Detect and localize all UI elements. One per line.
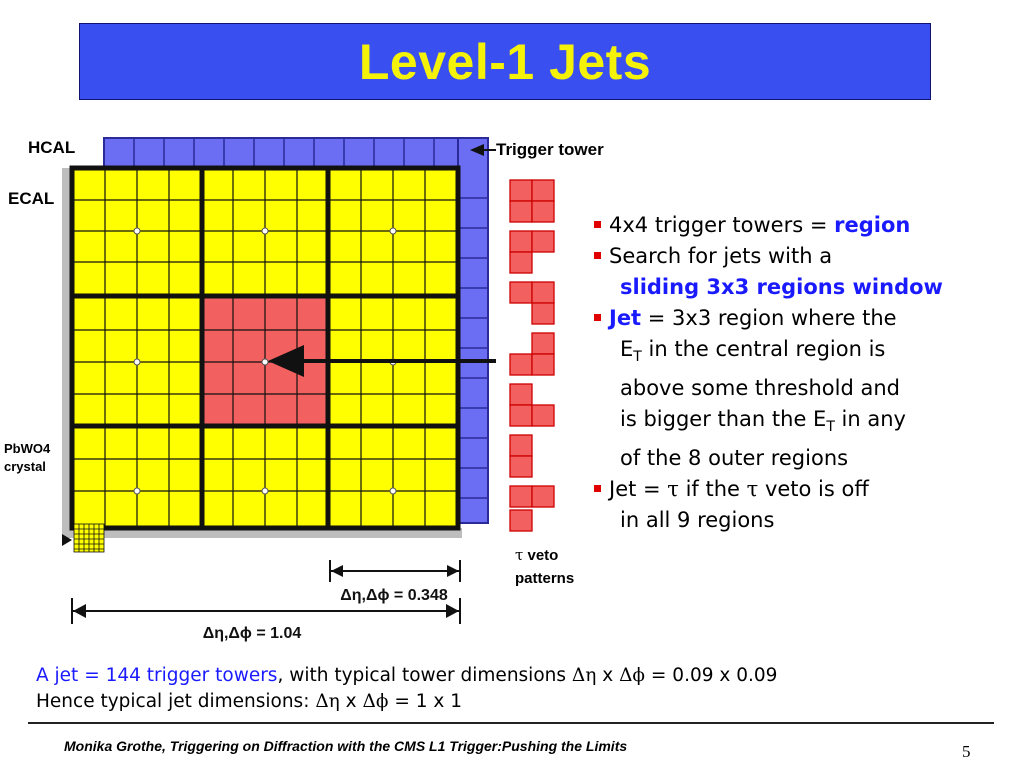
bullet-4-mid: if the (678, 477, 747, 501)
veto-patterns-label (515, 544, 574, 590)
tau-symbol: τ (667, 477, 679, 501)
bullet-marker-icon (594, 252, 601, 259)
footer-divider (28, 722, 994, 724)
times: x (339, 691, 363, 712)
bullet-3-line4-rest: in any (834, 407, 906, 431)
summary-line-2 (36, 689, 777, 715)
bullet-1-emphasis: region (834, 213, 911, 237)
bullet-2 (594, 241, 943, 272)
bullet-3-line2-text: in the central region is (641, 337, 886, 361)
summary-text (36, 663, 777, 715)
bullet-4 (594, 474, 943, 505)
bullet-2-text: Search for jets with a (609, 244, 833, 268)
crystal-label-line1: PbWO4 (4, 441, 51, 456)
bullet-4-end: veto is off (758, 477, 869, 501)
crystal-grid (74, 524, 104, 552)
hcal-right-column (458, 138, 488, 523)
summary-line2-text: Hence typical jet dimensions: (36, 691, 316, 712)
bullet-marker-icon (594, 314, 601, 321)
times: x (596, 665, 620, 686)
delta-eta: Δη (571, 665, 597, 686)
hcal-label: HCAL (28, 138, 76, 157)
bullet-marker-icon (594, 485, 601, 492)
delta-phi: Δϕ (619, 665, 646, 686)
et-subscript: T (826, 419, 835, 435)
crystal-label (4, 440, 50, 476)
dimension-outer (72, 598, 460, 642)
bullet-list (594, 210, 943, 536)
bullet-2-emphasis: sliding 3x3 regions window (620, 275, 943, 299)
summary-line-1 (36, 663, 777, 689)
ecal-label: ECAL (8, 189, 55, 208)
veto-label-line2: patterns (515, 570, 575, 587)
et-subscript: T (633, 349, 642, 365)
trigger-tower-label: Trigger tower (496, 140, 604, 159)
tau-veto-patterns (510, 180, 554, 531)
page-title: Level-1 Jets (358, 33, 652, 90)
bullet-3-line4 (594, 404, 943, 443)
bullet-3 (594, 303, 943, 334)
summary-highlight: A jet = 144 trigger towers (36, 665, 278, 686)
bullet-3-line3: above some threshold and (620, 376, 900, 400)
summary-line1-value: = 0.09 x 0.09 (645, 665, 778, 686)
bullet-marker-icon (594, 221, 601, 228)
bullet-4-line2: in all 9 regions (620, 508, 775, 532)
page-number: 5 (962, 742, 971, 761)
bullet-1 (594, 210, 943, 241)
bullet-3-line2 (594, 334, 943, 373)
bullet-3-text: = 3x3 region where the (641, 306, 897, 330)
footer-text: Monika Grothe, Triggering on Diffraction with the CMS L1 Trigger:Pushing the Limits (64, 738, 628, 754)
veto-tau-symbol: τ (515, 546, 524, 564)
dim-outer-label: Δη,Δϕ = 1.04 (202, 625, 302, 642)
hcal-top-row (104, 138, 487, 168)
summary-line2-value: = 1 x 1 (388, 691, 462, 712)
bullet-4-text: Jet = (609, 477, 668, 501)
dimension-inner (330, 560, 460, 604)
bullet-3-line5: of the 8 outer regions (620, 446, 849, 470)
delta-eta: Δη (315, 691, 340, 712)
crystal-label-line2: crystal (4, 459, 46, 474)
bullet-3-emphasis: Jet (609, 306, 642, 330)
bullet-1-text: 4x4 trigger towers = (609, 213, 835, 237)
et-symbol: E (620, 337, 634, 361)
delta-phi: Δϕ (362, 691, 389, 712)
tau-symbol: τ (746, 477, 759, 501)
bullet-2-line2 (594, 272, 943, 303)
veto-label-line1: veto (527, 547, 559, 564)
summary-line1-text: , with typical tower dimensions (277, 665, 572, 686)
dim-inner-label: Δη,Δϕ = 0.348 (340, 587, 448, 604)
bullet-3-line4-text: is bigger than the E (620, 407, 827, 431)
